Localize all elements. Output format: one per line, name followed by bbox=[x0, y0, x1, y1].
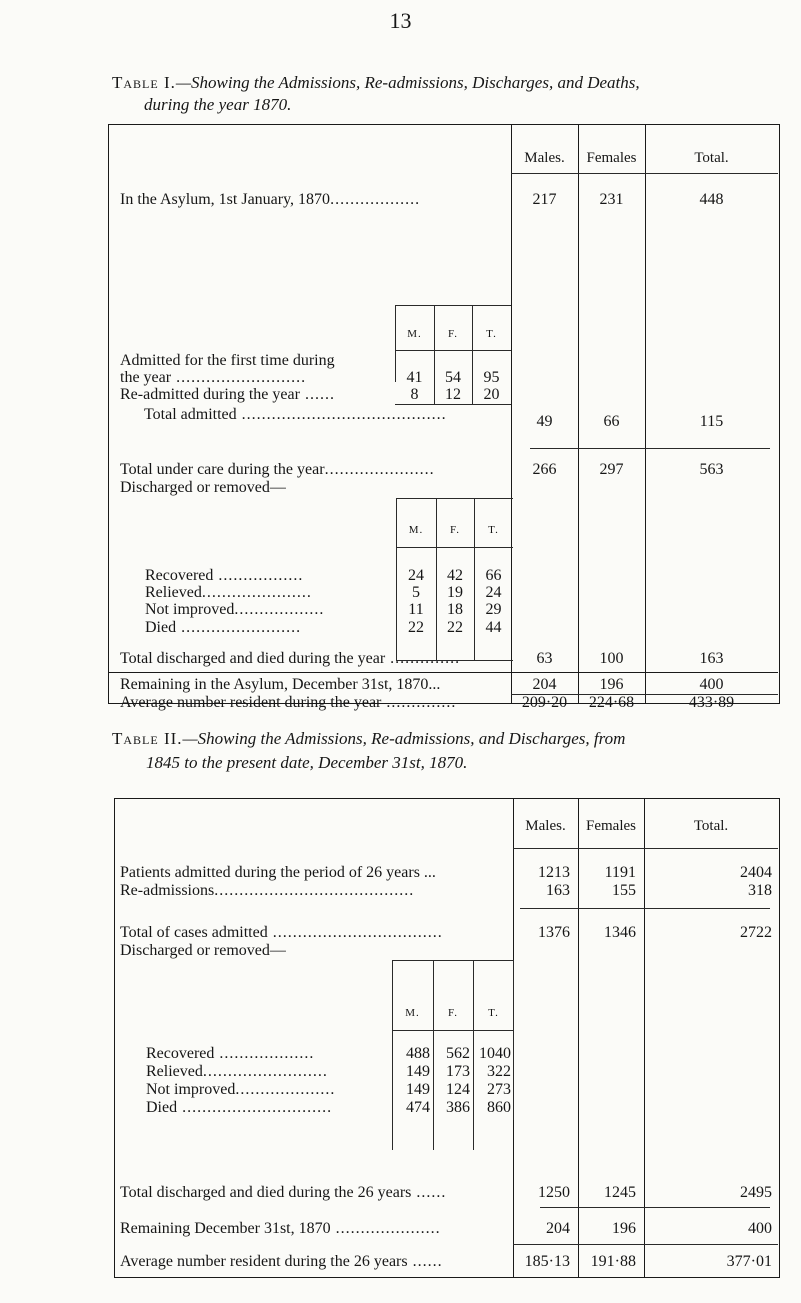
table1-admitted-first-label-2: the year .......................... bbox=[120, 369, 307, 386]
table1-header-rule bbox=[511, 173, 778, 174]
table2-recovered-label: Recovered ................... bbox=[146, 1045, 315, 1062]
table1-admissions-sub-t: T. bbox=[486, 328, 497, 340]
table1-in-asylum-females: 231 bbox=[599, 191, 624, 208]
table2-recovered-m: 488 bbox=[406, 1045, 430, 1062]
table2-remaining-rule bbox=[513, 1244, 778, 1245]
table1-recovered-t: 66 bbox=[485, 567, 502, 584]
table2-discharges-sub-t: T. bbox=[488, 1007, 499, 1019]
table1-admissions-subtable-div2b bbox=[472, 382, 473, 404]
table1-not-improved-m: 11 bbox=[408, 601, 424, 618]
table2-discharges-subtable-top bbox=[392, 960, 514, 961]
table1-in-asylum-males: 217 bbox=[532, 191, 557, 208]
table1-died-t: 44 bbox=[485, 619, 502, 636]
table2-discharged-removed-label: Discharged or removed— bbox=[120, 942, 286, 959]
table2-total-cases-total: 2722 bbox=[740, 924, 772, 941]
table2-caption-line2: 1845 to the present date, December 31st, 1870. bbox=[146, 753, 468, 772]
table1-relieved-f: 19 bbox=[447, 584, 463, 601]
table1-discharges-sub-t: T. bbox=[488, 524, 499, 536]
table2-caption-text: —Showing the Admissions, Re-admissions, and Discharges, from bbox=[182, 729, 626, 748]
table1-total-under-care-females: 297 bbox=[599, 461, 624, 478]
table1-caption bbox=[112, 72, 792, 94]
table2-total-discharged-rule bbox=[540, 1207, 770, 1208]
table1-total-under-care-total: 563 bbox=[699, 461, 724, 478]
table1-average-females: 224·68 bbox=[588, 694, 635, 711]
table1-total-admitted-females: 66 bbox=[603, 413, 620, 430]
table2-relieved-label: Relieved......................... bbox=[146, 1063, 328, 1080]
table2-not-improved-f: 124 bbox=[446, 1081, 470, 1098]
table1-readmitted-label: Re-admitted during the year ...... bbox=[120, 386, 335, 403]
table2-remaining-males: 204 bbox=[546, 1220, 570, 1237]
table1-admitted-first-m: 41 bbox=[406, 369, 423, 386]
table1-discharges-subtable-header-rule bbox=[396, 547, 513, 548]
table2-total-discharged-males: 1250 bbox=[538, 1184, 570, 1201]
table1-admitted-first-t: 95 bbox=[483, 369, 500, 386]
table2-discharges-sub-f: F. bbox=[448, 1007, 458, 1019]
table2-header-total: Total. bbox=[693, 818, 729, 834]
table2-relieved-t: 322 bbox=[487, 1063, 511, 1080]
table1-recovered-f: 42 bbox=[447, 567, 463, 584]
table2-patients-admitted-total: 2404 bbox=[740, 864, 772, 881]
table2-discharges-sub-m: M. bbox=[405, 1007, 420, 1019]
table2-average-total: 377·01 bbox=[726, 1253, 772, 1270]
table1-discharges-sub-m: M. bbox=[408, 524, 424, 536]
table1-header-males: Males. bbox=[524, 150, 565, 166]
table2-caption bbox=[112, 728, 798, 750]
table2-not-improved-m: 149 bbox=[406, 1081, 430, 1098]
table1-relieved-label: Relieved...................... bbox=[145, 584, 312, 601]
table1-died-f: 22 bbox=[447, 619, 463, 636]
table2-discharges-subtable-header-rule bbox=[392, 1030, 514, 1031]
table2-remaining-females: 196 bbox=[612, 1220, 636, 1237]
table1-total-admitted-rule bbox=[530, 448, 770, 449]
table1-relieved-t: 24 bbox=[485, 584, 502, 601]
table2-not-improved-label: Not improved.................... bbox=[146, 1081, 336, 1098]
table2-died-t: 860 bbox=[487, 1099, 511, 1116]
table1-not-improved-label: Not improved.................. bbox=[145, 601, 325, 618]
table2-total-discharged-females: 1245 bbox=[604, 1184, 636, 1201]
table1-admissions-subtable-header-rule bbox=[395, 350, 511, 351]
table2-total-cases-label: Total of cases admitted .................................. bbox=[120, 924, 443, 941]
table2-header-males: Males. bbox=[525, 818, 566, 834]
table2-readmissions-rule bbox=[520, 908, 770, 909]
table2-readmissions-males: 163 bbox=[546, 882, 570, 899]
table1-admitted-first-f: 54 bbox=[445, 369, 461, 386]
table1-caption-text: —Showing the Admissions, Re-admissions, Discharges, and Deaths, bbox=[175, 73, 640, 92]
table1-recovered-m: 24 bbox=[408, 567, 424, 584]
table2-not-improved-t: 273 bbox=[487, 1081, 511, 1098]
table1-discharged-removed-label: Discharged or removed— bbox=[120, 479, 286, 496]
table1-total-admitted-males: 49 bbox=[536, 413, 553, 430]
table1-remaining-label: Remaining in the Asylum, December 31st, 1870... bbox=[120, 676, 441, 693]
table2-total-discharged-total: 2495 bbox=[740, 1184, 772, 1201]
table1-total-discharged-total: 163 bbox=[699, 650, 724, 667]
table1-admissions-sub-m: M. bbox=[407, 328, 422, 340]
table1-admitted-first-label-1: Admitted for the first time during bbox=[120, 352, 335, 369]
table1-summary-rule bbox=[108, 672, 778, 673]
table1-total-discharged-males: 63 bbox=[536, 650, 553, 667]
table1-header-females: Females bbox=[586, 150, 637, 166]
table1-total-discharged-label: Total discharged and died during the year .............. bbox=[120, 650, 461, 667]
table1-label: Table I. bbox=[112, 73, 176, 92]
table2-total-cases-females: 1346 bbox=[604, 924, 636, 941]
table2-readmissions-label: Re-admissions........................................ bbox=[120, 882, 415, 899]
table2-label: Table II. bbox=[112, 729, 183, 748]
table2-relieved-f: 173 bbox=[446, 1063, 470, 1080]
table2-died-m: 474 bbox=[406, 1099, 430, 1116]
table1-average-label: Average number resident during the year .............. bbox=[120, 694, 457, 711]
table2-recovered-t: 1040 bbox=[479, 1045, 511, 1062]
table2-relieved-m: 149 bbox=[406, 1063, 430, 1080]
table1-admissions-subtable-div1b bbox=[434, 382, 435, 404]
table1-total-under-care-males: 266 bbox=[532, 461, 557, 478]
page-number: 13 bbox=[389, 8, 412, 33]
table2-died-label: Died .............................. bbox=[146, 1099, 333, 1116]
table1-died-label: Died ........................ bbox=[145, 619, 302, 636]
table2-remaining-label: Remaining December 31st, 1870 ..................... bbox=[120, 1220, 441, 1237]
table1-admissions-subtable-top bbox=[395, 305, 511, 306]
table1-in-asylum-total: 448 bbox=[699, 191, 724, 208]
table1-row-in-asylum-label: In the Asylum, 1st January, 1870.................. bbox=[120, 191, 421, 208]
table1-not-improved-t: 29 bbox=[485, 601, 502, 618]
table2-patients-admitted-label: Patients admitted during the period of 26 years ... bbox=[120, 864, 436, 881]
table2-discharges-subtable-right bbox=[513, 960, 514, 1120]
table1-discharges-subtable-top bbox=[396, 498, 513, 499]
table1-total-admitted-label: Total admitted ......................................... bbox=[144, 406, 447, 423]
table1-average-males: 209·20 bbox=[521, 694, 568, 711]
table1-total-discharged-females: 100 bbox=[599, 650, 624, 667]
table1-remaining-females: 196 bbox=[599, 676, 624, 693]
table2-total-cases-males: 1376 bbox=[538, 924, 570, 941]
table2-average-females: 191·88 bbox=[590, 1253, 636, 1270]
table2-patients-admitted-males: 1213 bbox=[538, 864, 570, 881]
table1-not-improved-f: 18 bbox=[447, 601, 463, 618]
table1-total-admitted-total: 115 bbox=[699, 413, 724, 430]
table2-patients-admitted-females: 1191 bbox=[604, 864, 636, 881]
table1-caption-line2: during the year 1870. bbox=[144, 95, 292, 114]
table2-died-f: 386 bbox=[446, 1099, 470, 1116]
table1-header-total: Total. bbox=[694, 150, 729, 166]
table2-remaining-total: 400 bbox=[748, 1220, 772, 1237]
table1-recovered-label: Recovered ................. bbox=[145, 567, 304, 584]
table1-discharges-sub-f: F. bbox=[450, 524, 460, 536]
table2-header-females: Females bbox=[586, 818, 636, 834]
table1-died-m: 22 bbox=[408, 619, 424, 636]
table1-readmitted-f: 12 bbox=[445, 386, 461, 403]
table1-total-under-care-label: Total under care during the year...................... bbox=[120, 461, 435, 478]
table1-admissions-subtable-bottom bbox=[395, 404, 511, 405]
table1-relieved-m: 5 bbox=[412, 584, 420, 601]
table1-readmitted-t: 20 bbox=[483, 386, 500, 403]
table2-readmissions-females: 155 bbox=[612, 882, 636, 899]
table2-average-males: 185·13 bbox=[524, 1253, 570, 1270]
table2-header-rule bbox=[513, 848, 778, 849]
table1-average-total: 433·89 bbox=[688, 694, 735, 711]
table1-remaining-males: 204 bbox=[532, 676, 557, 693]
table2-readmissions-total: 318 bbox=[748, 882, 772, 899]
table2-total-discharged-label: Total discharged and died during the 26 years ...... bbox=[120, 1184, 447, 1201]
table1-admissions-sub-f: F. bbox=[448, 328, 458, 340]
table2-recovered-f: 562 bbox=[446, 1045, 470, 1062]
table2-average-label: Average number resident during the 26 years ...... bbox=[120, 1253, 443, 1270]
table1-readmitted-m: 8 bbox=[410, 386, 419, 403]
table1-remaining-total: 400 bbox=[699, 676, 724, 693]
